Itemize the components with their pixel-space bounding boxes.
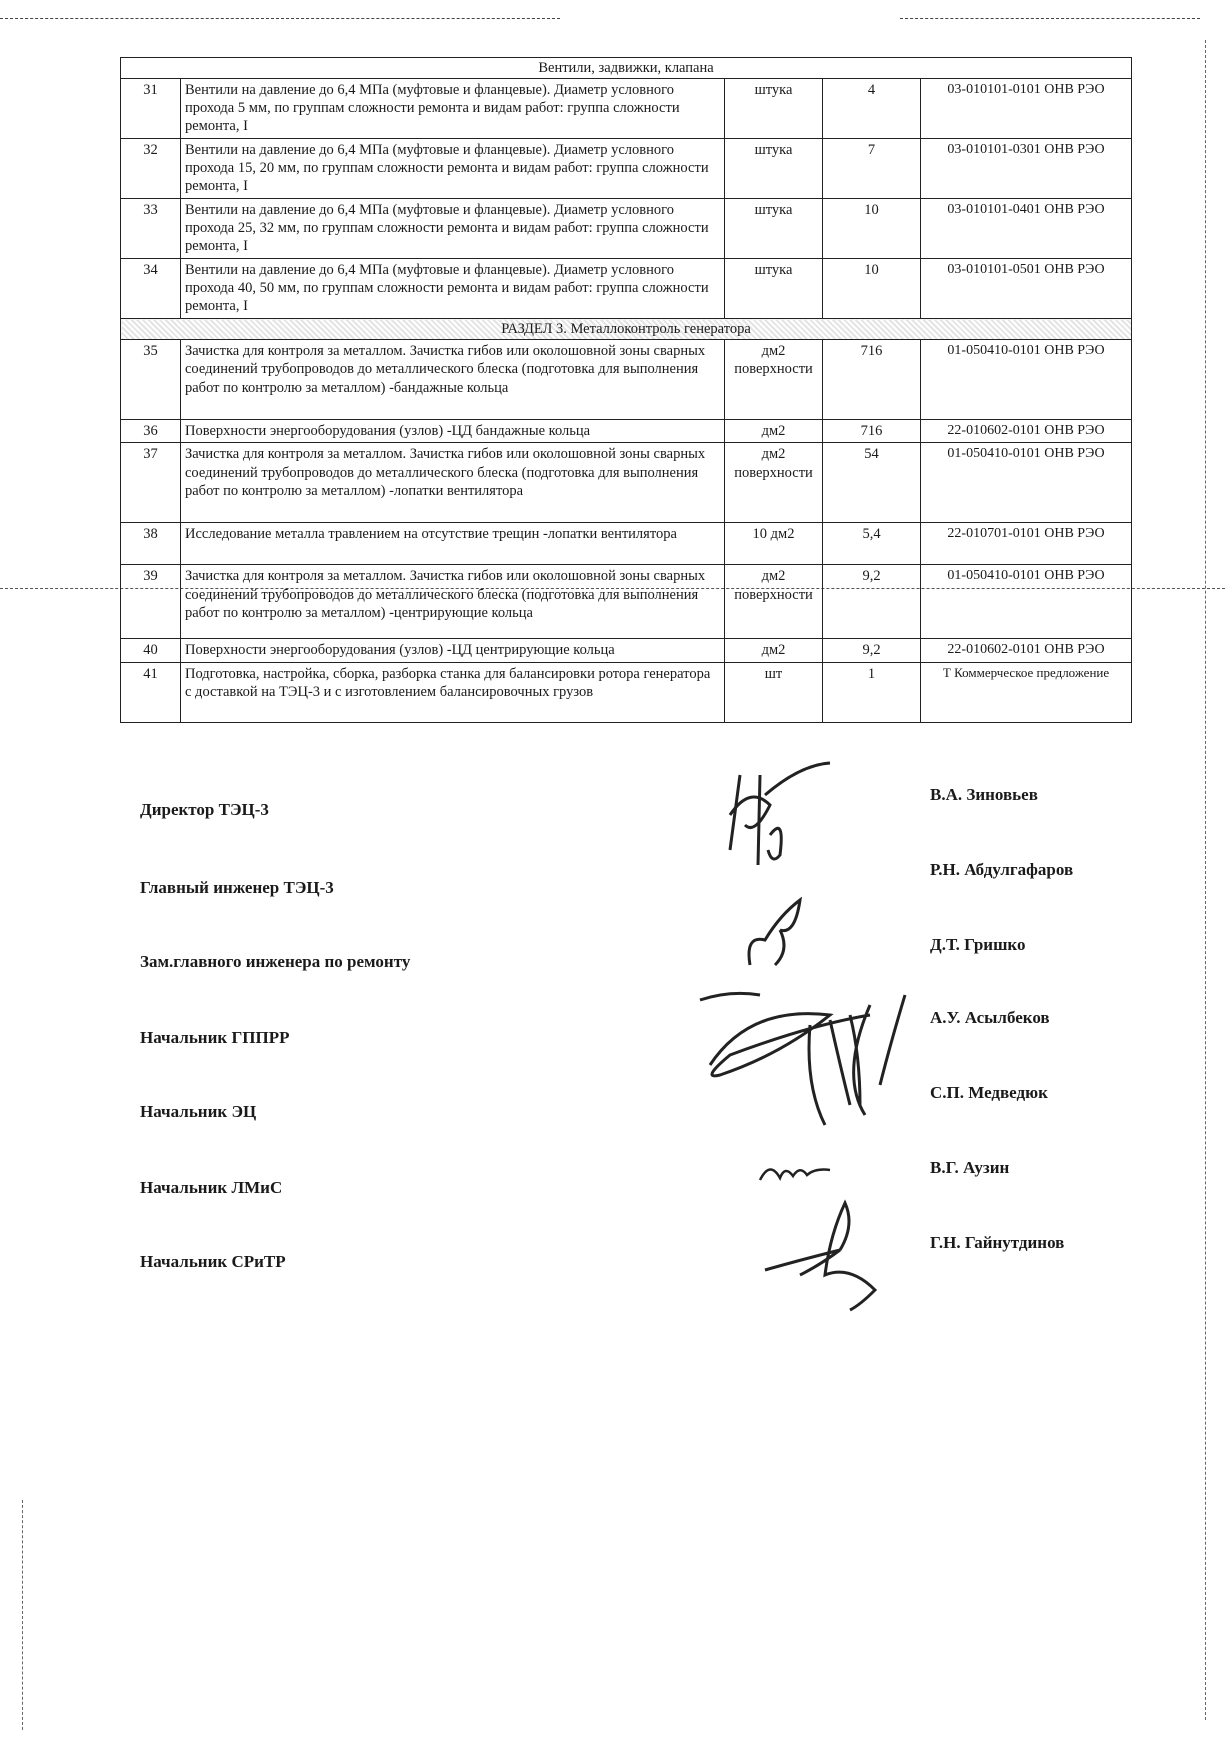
row-number: 31 [121, 79, 181, 139]
row-unit: шт [725, 662, 823, 722]
row-unit: дм2 поверхности [725, 443, 823, 523]
signatory-name: Д.Т. Гришко [930, 935, 1026, 954]
row-description: Зачистка для контроля за металлом. Зачистка гибов или околошовной зоны сварных соединений трубопроводов до металлического блеска (подготовка для выполнения работ по контролю за металлом) -бандажные кольца [181, 340, 725, 420]
row-unit: дм2 поверхности [725, 565, 823, 639]
row-number: 35 [121, 340, 181, 420]
row-quantity: 54 [823, 443, 921, 523]
signatory-name: В.Г. Аузин [930, 1158, 1010, 1177]
row-number: 33 [121, 199, 181, 259]
row-quantity: 5,4 [823, 523, 921, 565]
row-code: 03-010101-0501 ОНВ РЭО [921, 259, 1132, 319]
row-code: 22-010701-0101 ОНВ РЭО [921, 523, 1132, 565]
signatory-name: Г.Н. Гайнутдинов [930, 1233, 1065, 1252]
row-quantity: 10 [823, 199, 921, 259]
row-number: 36 [121, 420, 181, 443]
row-quantity: 9,2 [823, 565, 921, 639]
row-quantity: 10 [823, 259, 921, 319]
row-description: Вентили на давление до 6,4 МПа (муфтовые и фланцевые). Диаметр условного прохода 40, 50 мм, по группам сложности ремонта и видам работ: группа сложности ремонта, I [181, 259, 725, 319]
row-description: Зачистка для контроля за металлом. Зачистка гибов или околошовной зоны сварных соединений трубопроводов до металлического блеска (подготовка для выполнения работ по контролю за металлом) -лопатки вентилятора [181, 443, 725, 523]
row-description: Вентили на давление до 6,4 МПа (муфтовые и фланцевые). Диаметр условного прохода 5 мм, по группам сложности ремонта и видам работ: группа сложности ремонта, I [181, 79, 725, 139]
section-title: Вентили, задвижки, клапана [121, 58, 1132, 79]
row-unit: 10 дм2 [725, 523, 823, 565]
row-description: Зачистка для контроля за металлом. Зачистка гибов или околошовной зоны сварных соединений трубопроводов до металлического блеска (подготовка для выполнения работ по контролю за металлом) -центрирующие кольца [181, 565, 725, 639]
row-quantity: 7 [823, 139, 921, 199]
row-quantity: 4 [823, 79, 921, 139]
signatory-name: В.А. Зиновьев [930, 785, 1038, 804]
section-title: РАЗДЕЛ 3. Металлоконтроль генератора [121, 319, 1132, 340]
row-unit: штука [725, 259, 823, 319]
row-number: 41 [121, 662, 181, 722]
signatory-role: Главный инженер ТЭЦ-3 [140, 878, 334, 897]
row-quantity: 1 [823, 662, 921, 722]
handwritten-signature-director [710, 755, 850, 875]
row-number: 40 [121, 639, 181, 662]
row-unit: дм2 поверхности [725, 340, 823, 420]
row-unit: дм2 [725, 420, 823, 443]
signatory-role: Начальник СРиТР [140, 1252, 286, 1271]
row-number: 34 [121, 259, 181, 319]
handwritten-signature-gaynutdinov [760, 1195, 880, 1315]
signatory-role: Начальник ГППРР [140, 1028, 290, 1047]
signatory-role: Директор ТЭЦ-3 [140, 800, 269, 819]
signatory-name: Р.Н. Абдулгафаров [930, 860, 1074, 879]
row-description: Подготовка, настройка, сборка, разборка станка для балансировки ротора генератора с доставкой на ТЭЦ-3 и с изготовлением балансировочных грузов [181, 662, 725, 722]
row-description: Вентили на давление до 6,4 МПа (муфтовые и фланцевые). Диаметр условного прохода 15, 20 мм, по группам сложности ремонта и видам работ: группа сложности ремонта, I [181, 139, 725, 199]
row-unit: штука [725, 79, 823, 139]
row-unit: дм2 [725, 639, 823, 662]
row-code: Т Коммерческое предложение [921, 662, 1132, 722]
row-number: 37 [121, 443, 181, 523]
row-quantity: 716 [823, 420, 921, 443]
row-description: Поверхности энергооборудования (узлов) -ЦД центрирующие кольца [181, 639, 725, 662]
row-code: 22-010602-0101 ОНВ РЭО [921, 420, 1132, 443]
handwritten-signature-deputy [690, 985, 950, 1145]
row-unit: штука [725, 199, 823, 259]
signatory-role: Начальник ЛМиС [140, 1178, 283, 1197]
row-number: 38 [121, 523, 181, 565]
row-code: 01-050410-0101 ОНВ РЭО [921, 443, 1132, 523]
row-quantity: 9,2 [823, 639, 921, 662]
handwritten-signature-chief-engineer [740, 895, 830, 975]
row-code: 22-010602-0101 ОНВ РЭО [921, 639, 1132, 662]
row-description: Поверхности энергооборудования (узлов) -ЦД бандажные кольца [181, 420, 725, 443]
signatory-name: С.П. Медведюк [930, 1083, 1048, 1102]
signatory-name: А.У. Асылбеков [930, 1008, 1050, 1027]
row-code: 01-050410-0101 ОНВ РЭО [921, 565, 1132, 639]
row-quantity: 716 [823, 340, 921, 420]
row-code: 03-010101-0401 ОНВ РЭО [921, 199, 1132, 259]
signatory-role: Начальник ЭЦ [140, 1102, 257, 1121]
row-description: Вентили на давление до 6,4 МПа (муфтовые и фланцевые). Диаметр условного прохода 25, 32 мм, по группам сложности ремонта и видам работ: группа сложности ремонта, I [181, 199, 725, 259]
row-description: Исследование металла травлением на отсутствие трещин -лопатки вентилятора [181, 523, 725, 565]
signatory-role: Зам.главного инженера по ремонту [140, 952, 411, 971]
row-number: 32 [121, 139, 181, 199]
row-code: 01-050410-0101 ОНВ РЭО [921, 340, 1132, 420]
row-code: 03-010101-0101 ОНВ РЭО [921, 79, 1132, 139]
handwritten-signature-auzin [755, 1150, 835, 1190]
row-number: 39 [121, 565, 181, 639]
row-code: 03-010101-0301 ОНВ РЭО [921, 139, 1132, 199]
row-unit: штука [725, 139, 823, 199]
